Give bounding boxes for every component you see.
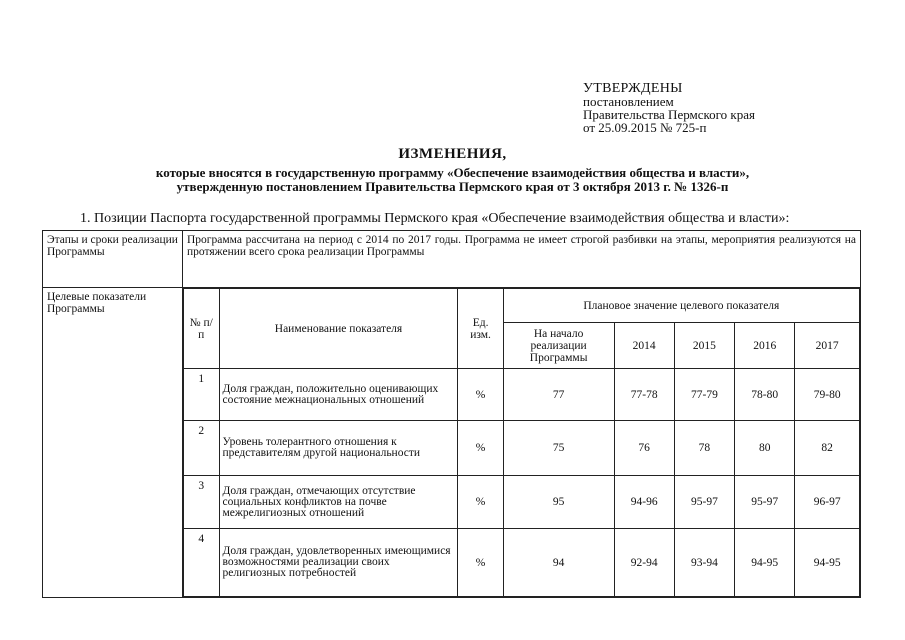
col-header-name: Наименование показателя [219, 289, 458, 369]
row-num: 3 [184, 476, 220, 529]
value-2017: 82 [795, 421, 860, 476]
indicator-unit: % [458, 369, 503, 421]
indicator-unit: % [458, 529, 503, 597]
document-subtitle: которые вносятся в государственную программу «Обеспечение взаимодействия общества и власти», [155, 165, 750, 180]
value-2015: 77-79 [674, 369, 734, 421]
stages-text: Программа рассчитана на период с 2014 по 2017 годы. Программа не имеет строгой разбивки на этапы, мероприятия реализуются на протяжении всего срока реализации Программы [183, 231, 861, 288]
col-header-2014: 2014 [614, 323, 674, 369]
row-num: 2 [184, 421, 220, 476]
table-row [184, 421, 860, 476]
value-2015: 93-94 [674, 529, 734, 597]
indicators-table [183, 288, 860, 597]
value-2015: 78 [674, 421, 734, 476]
col-header-2017: 2017 [795, 323, 860, 369]
approval-line: от 25.09.2015 № 725-п [583, 120, 707, 135]
value-2016: 78-80 [735, 369, 795, 421]
value-start: 94 [503, 529, 614, 597]
indicator-name: Уровень толерантного отношения к представителям другой национальности [219, 421, 458, 476]
value-start: 95 [503, 476, 614, 529]
indicator-name: Доля граждан, удовлетворенных имеющимися возможностями реализации своих религиозных потребностей [219, 529, 458, 597]
approval-line: Правительства Пермского края [583, 107, 755, 122]
value-2015: 95-97 [674, 476, 734, 529]
value-2014: 77-78 [614, 369, 674, 421]
value-2017: 96-97 [795, 476, 860, 529]
indicator-name: Доля граждан, положительно оценивающих состояние межнациональных отношений [219, 369, 458, 421]
document-title: ИЗМЕНЕНИЯ, [398, 146, 507, 162]
table-row [184, 369, 860, 421]
passport-table [42, 230, 861, 598]
value-2014: 94-96 [614, 476, 674, 529]
value-2016: 94-95 [735, 529, 795, 597]
col-header-planned: Плановое значение целевого показателя [503, 289, 859, 323]
approval-heading: УТВЕРЖДЕНЫ [583, 81, 683, 96]
indicators-label: Целевые показатели Программы [43, 288, 183, 598]
value-2014: 76 [614, 421, 674, 476]
col-header-2015: 2015 [674, 323, 734, 369]
approval-stamp [583, 82, 755, 134]
row-num: 4 [184, 529, 220, 597]
value-2014: 92-94 [614, 529, 674, 597]
indicator-unit: % [458, 476, 503, 529]
value-2016: 80 [735, 421, 795, 476]
value-start: 77 [503, 369, 614, 421]
stages-label: Этапы и сроки реализации Программы [43, 231, 183, 288]
value-2017: 79-80 [795, 369, 860, 421]
section-heading: 1. Позиции Паспорта государственной программы Пермского края «Обеспечение взаимодействия общества и власти»: [80, 211, 790, 226]
value-2017: 94-95 [795, 529, 860, 597]
table-row [184, 476, 860, 529]
approval-line: постановлением [583, 94, 674, 109]
col-header-start: На начало реализации Программы [503, 323, 614, 369]
col-header-2016: 2016 [735, 323, 795, 369]
col-header-num: № п/п [184, 289, 220, 369]
value-2016: 95-97 [735, 476, 795, 529]
document-subtitle: утвержденную постановлением Правительства Пермского края от 3 октября 2013 г. № 1326-п [176, 179, 729, 194]
col-header-unit: Ед. изм. [458, 289, 503, 369]
table-row [184, 529, 860, 597]
indicator-name: Доля граждан, отмечающих отсутствие социальных конфликтов на почве межрелигиозных отношений [219, 476, 458, 529]
row-num: 1 [184, 369, 220, 421]
indicator-unit: % [458, 421, 503, 476]
value-start: 75 [503, 421, 614, 476]
